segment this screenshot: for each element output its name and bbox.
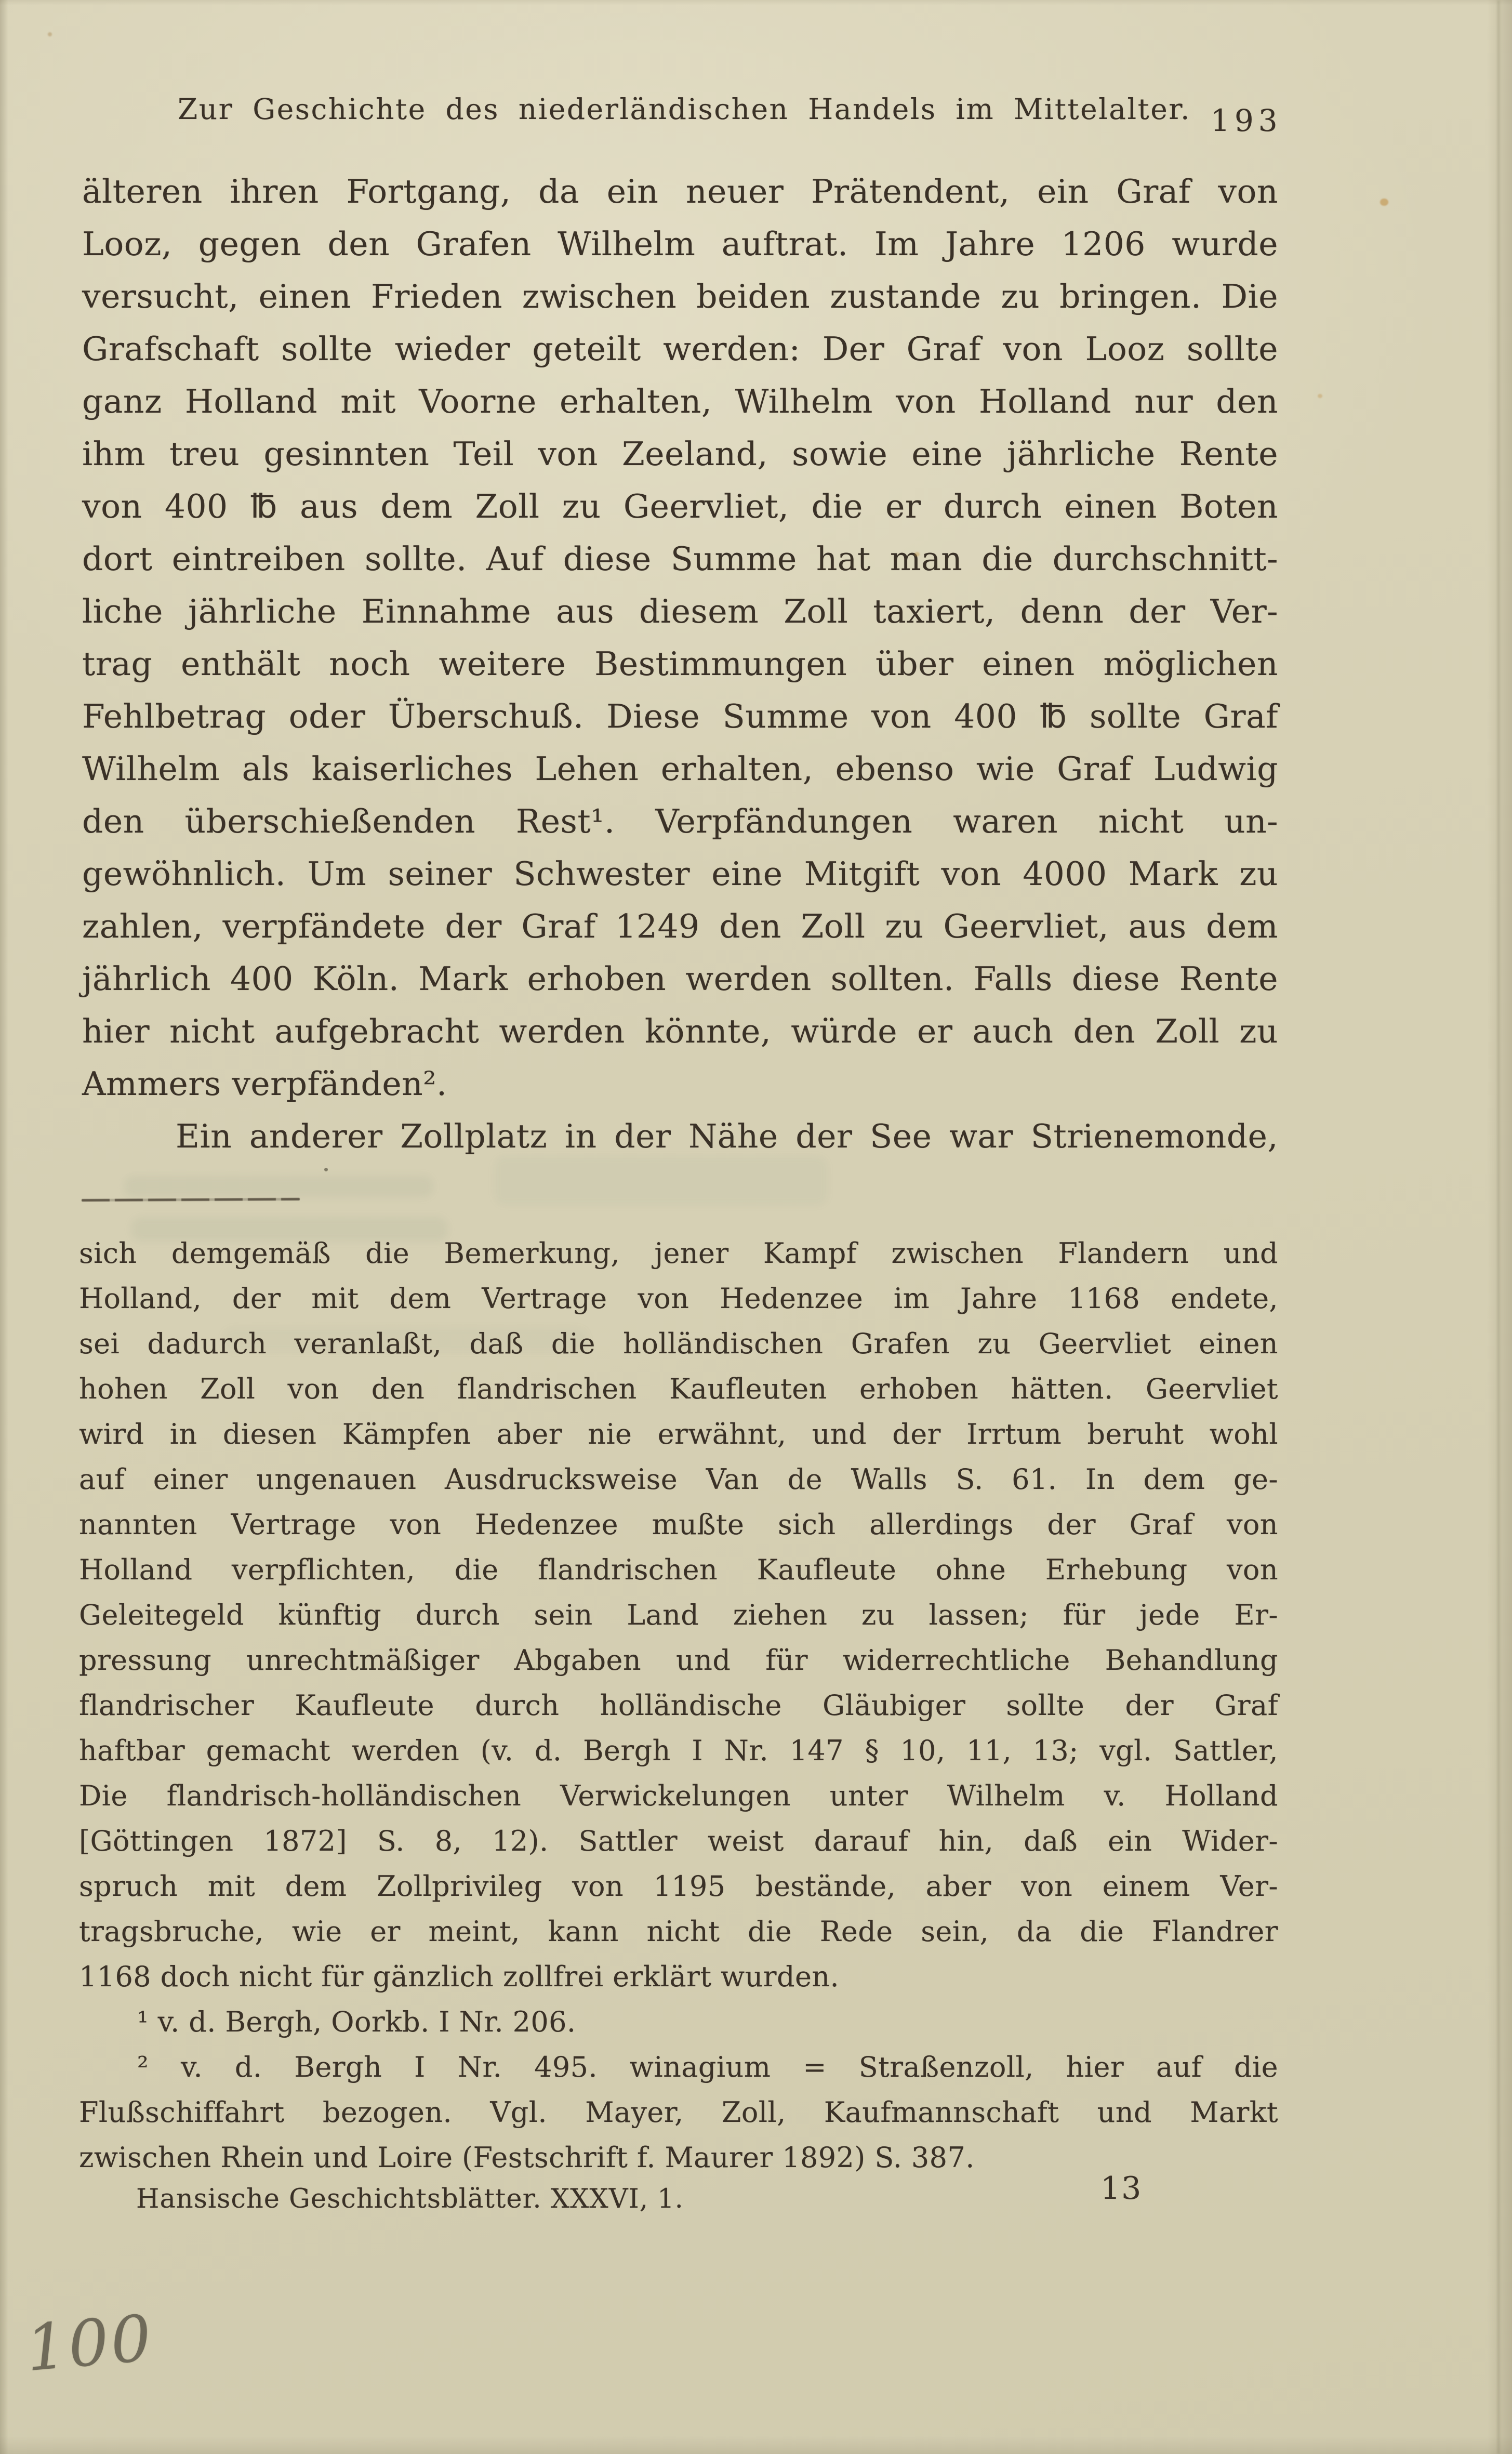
- show-through-ghost: [495, 1157, 827, 1205]
- text-line: zwischen Rhein und Loire (Festschrift f. Maurer 1892) S. 387.: [79, 2141, 975, 2174]
- paper-fleck: [324, 1168, 328, 1171]
- text-line: Geleitegeld künftig durch sein Land ziehen zu lassen; für jede Er-: [79, 1599, 1278, 1631]
- text-line: auf einer ungenauen Ausdrucksweise Van de Walls S. 61. In dem ge-: [79, 1463, 1278, 1496]
- text-line: Ein anderer Zollplatz in der Nähe der See war Strienemonde,: [176, 1117, 1278, 1155]
- page-number: 193: [1211, 103, 1282, 138]
- text-line: [Göttingen 1872] S. 8, 12). Sattler weist darauf hin, daß ein Wider-: [79, 1825, 1278, 1857]
- page-edge-fold-line: [1497, 0, 1500, 2454]
- text-line: Flußschiffahrt bezogen. Vgl. Mayer, Zoll, Kaufmannschaft und Markt: [79, 2096, 1278, 2129]
- text-line: Ammers verpfänden².: [82, 1065, 447, 1103]
- text-line: gewöhnlich. Um seiner Schwester eine Mitgift von 4000 Mark zu: [82, 855, 1278, 893]
- text-line: sei dadurch veranlaßt, daß die holländischen Grafen zu Geervliet einen: [79, 1327, 1278, 1360]
- text-line: Wilhelm als kaiserliches Lehen erhalten, ebenso wie Graf Ludwig: [82, 750, 1278, 788]
- text-line: hohen Zoll von den flandrischen Kaufleuten erhoben hätten. Geervliet: [79, 1373, 1278, 1405]
- show-through-ghost: [124, 1176, 433, 1197]
- handwritten-page-number: 100: [23, 2301, 156, 2386]
- text-line: haftbar gemacht werden (v. d. Bergh I Nr. 147 § 10, 11, 13; vgl. Sattler,: [79, 1734, 1278, 1767]
- print-signature: 13: [1100, 2170, 1143, 2207]
- text-line: trag enthält noch weitere Bestimmungen über einen möglichen: [82, 645, 1278, 683]
- text-line: tragsbruche, wie er meint, kann nicht die Rede sein, da die Flandrer: [79, 1915, 1278, 1948]
- text-line: ¹ v. d. Bergh, Oorkb. I Nr. 206.: [137, 2006, 576, 2038]
- page-edge-shadow-top: [0, 0, 1512, 5]
- text-line: flandrischer Kaufleute durch holländische Gläubiger sollte der Graf: [79, 1689, 1278, 1722]
- text-line: hier nicht aufgebracht werden könnte, würde er auch den Zoll zu: [82, 1012, 1278, 1050]
- text-line: älteren ihren Fortgang, da ein neuer Prätendent, ein Graf von: [82, 173, 1278, 210]
- text-line: Fehlbetrag oder Überschuß. Diese Summe von 400 ℔ sollte Graf: [82, 697, 1278, 735]
- text-line: 1168 doch nicht für gänzlich zollfrei erklärt wurden.: [79, 1960, 840, 1993]
- footnote-separator: [82, 1198, 300, 1202]
- text-line: ² v. d. Bergh I Nr. 495. winagium = Straßenzoll, hier auf die: [137, 2051, 1278, 2083]
- text-line: liche jährliche Einnahme aus diesem Zoll taxiert, denn der Ver-: [82, 592, 1278, 630]
- text-line: Grafschaft sollte wieder geteilt werden: Der Graf von Looz sollte: [82, 330, 1278, 368]
- footnotes-block: [79, 1231, 1278, 2180]
- running-title: Zur Geschichte des niederländischen Handels im Mittelalter.: [178, 93, 1191, 126]
- text-line: Holland verpflichten, die flandrischen Kaufleute ohne Erhebung von: [79, 1553, 1278, 1586]
- text-line: den überschießenden Rest¹. Verpfändungen waren nicht un-: [82, 802, 1278, 840]
- paper-fleck: [914, 552, 920, 557]
- paper-fleck: [1380, 199, 1388, 206]
- page-edge-shadow-right: [1487, 0, 1512, 2454]
- text-line: von 400 ℔ aus dem Zoll zu Geervliet, die er durch einen Boten: [82, 487, 1278, 525]
- text-line: dort eintreiben sollte. Auf diese Summe hat man die durchschnitt-: [82, 540, 1278, 578]
- page-edge-shadow-bottom: [0, 2436, 1512, 2454]
- paper-fleck: [1318, 394, 1322, 398]
- text-line: Die flandrisch-holländischen Verwickelungen unter Wilhelm v. Holland: [79, 1779, 1278, 1812]
- main-text-block: [82, 165, 1278, 1163]
- paper-fleck: [48, 32, 52, 36]
- text-line: jährlich 400 Köln. Mark erhoben werden sollten. Falls diese Rente: [82, 960, 1278, 998]
- page-edge-shadow-left: [0, 0, 8, 2454]
- text-line: Looz, gegen den Grafen Wilhelm auftrat. Im Jahre 1206 wurde: [82, 225, 1278, 263]
- text-line: ihm treu gesinnten Teil von Zeeland, sowie eine jährliche Rente: [82, 435, 1278, 473]
- text-line: versucht, einen Frieden zwischen beiden zustande zu bringen. Die: [82, 278, 1278, 315]
- text-line: nannten Vertrage von Hedenzee mußte sich allerdings der Graf von: [79, 1508, 1278, 1541]
- text-line: spruch mit dem Zollprivileg von 1195 bestände, aber von einem Ver-: [79, 1870, 1278, 1903]
- imprint-series: Hansische Geschichtsblätter. XXXVI, 1.: [136, 2184, 684, 2214]
- text-line: sich demgemäß die Bemerkung, jener Kampf zwischen Flandern und: [79, 1237, 1278, 1270]
- text-line: Holland, der mit dem Vertrage von Hedenzee im Jahre 1168 endete,: [79, 1282, 1278, 1315]
- text-line: wird in diesen Kämpfen aber nie erwähnt, und der Irrtum beruht wohl: [79, 1418, 1278, 1450]
- text-line: ganz Holland mit Voorne erhalten, Wilhelm von Holland nur den: [82, 382, 1278, 420]
- text-line: pressung unrechtmäßiger Abgaben und für widerrechtliche Behandlung: [79, 1644, 1278, 1677]
- text-line: zahlen, verpfändete der Graf 1249 den Zoll zu Geervliet, aus dem: [82, 907, 1278, 945]
